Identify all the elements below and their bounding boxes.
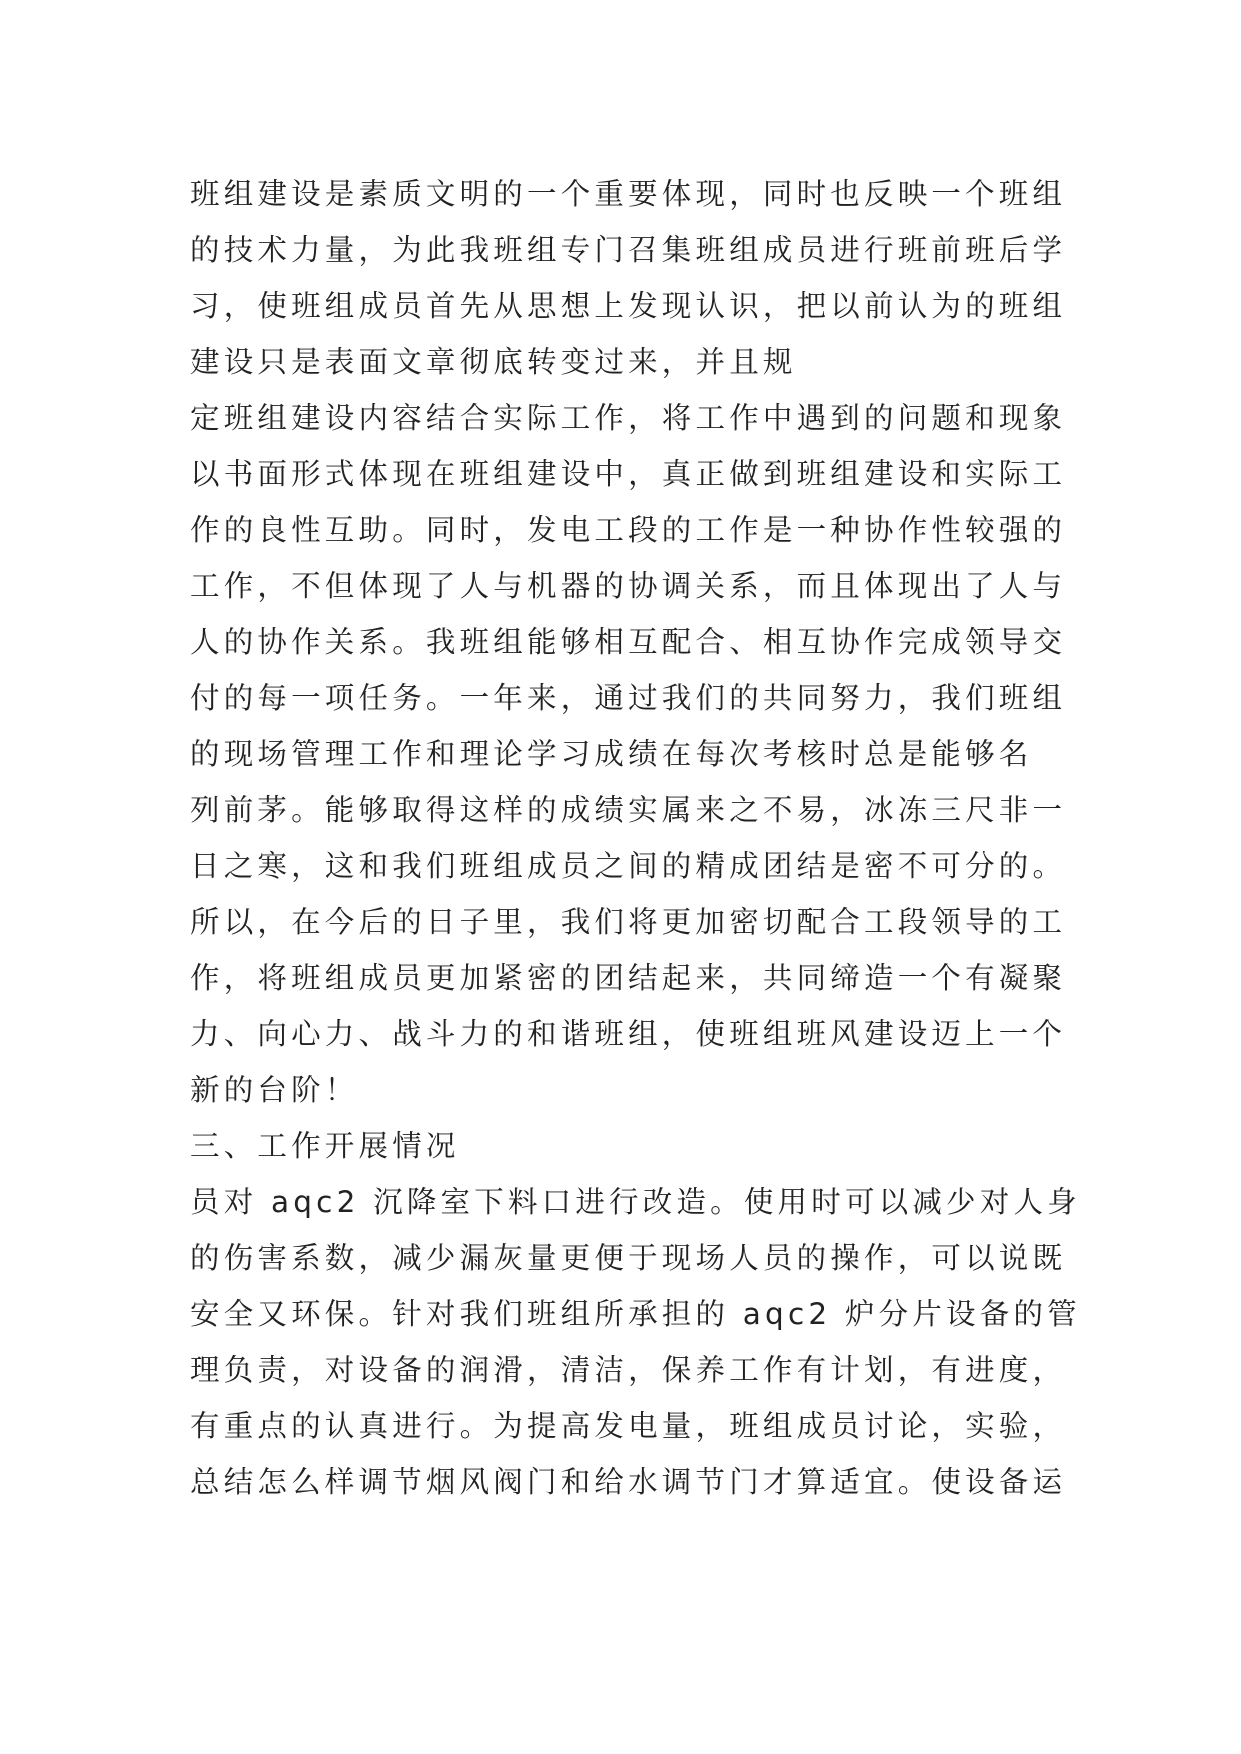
text-line: 列前茅。能够取得这样的成绩实属来之不易，冰冻三尺非一 [190, 793, 1067, 827]
text-line: 的伤害系数，减少漏灰量更便于现场人员的操作，可以说既 [190, 1241, 1067, 1275]
text-line: 的技术力量，为此我班组专门召集班组成员进行班前班后学 [190, 233, 1067, 267]
text-line: 建设只是表面文章彻底转变过来，并且规 [190, 345, 797, 379]
text-line: 作的良性互助。同时，发电工段的工作是一种协作性较强的 [190, 513, 1067, 547]
text-line: 付的每一项任务。一年来，通过我们的共同努力，我们班组 [190, 681, 1067, 715]
text-line: 定班组建设内容结合实际工作，将工作中遇到的问题和现象 [190, 401, 1067, 435]
text-line: 新的台阶！ [190, 1073, 359, 1107]
text-line: 理负责，对设备的润滑，清洁，保养工作有计划，有进度， [190, 1353, 1067, 1387]
text-line: 员对 aqc2 沉降室下料口进行改造。使用时可以减少对人身 [190, 1185, 1081, 1219]
body-text [190, 166, 1081, 1510]
text-line: 作，将班组成员更加紧密的团结起来，共同缔造一个有凝聚 [190, 961, 1067, 995]
section-heading: 三、工作开展情况 [190, 1129, 460, 1163]
text-line: 习，使班组成员首先从思想上发现认识，把以前认为的班组 [190, 289, 1067, 323]
text-line: 所以，在今后的日子里，我们将更加密切配合工段领导的工 [190, 905, 1067, 939]
text-line: 有重点的认真进行。为提高发电量，班组成员讨论，实验， [190, 1409, 1067, 1443]
text-line: 日之寒，这和我们班组成员之间的精成团结是密不可分的。 [190, 849, 1067, 883]
text-line: 总结怎么样调节烟风阀门和给水调节门才算适宜。使设备运 [190, 1465, 1067, 1499]
text-line: 人的协作关系。我班组能够相互配合、相互协作完成领导交 [190, 625, 1067, 659]
text-line: 安全又环保。针对我们班组所承担的 aqc2 炉分片设备的管 [190, 1297, 1081, 1331]
text-line: 的现场管理工作和理论学习成绩在每次考核时总是能够名 [190, 737, 1033, 771]
text-line: 力、向心力、战斗力的和谐班组，使班组班风建设迈上一个 [190, 1017, 1067, 1051]
text-line: 工作，不但体现了人与机器的协调关系，而且体现出了人与 [190, 569, 1067, 603]
text-line: 班组建设是素质文明的一个重要体现，同时也反映一个班组 [190, 177, 1067, 211]
text-line: 以书面形式体现在班组建设中，真正做到班组建设和实际工 [190, 457, 1067, 491]
